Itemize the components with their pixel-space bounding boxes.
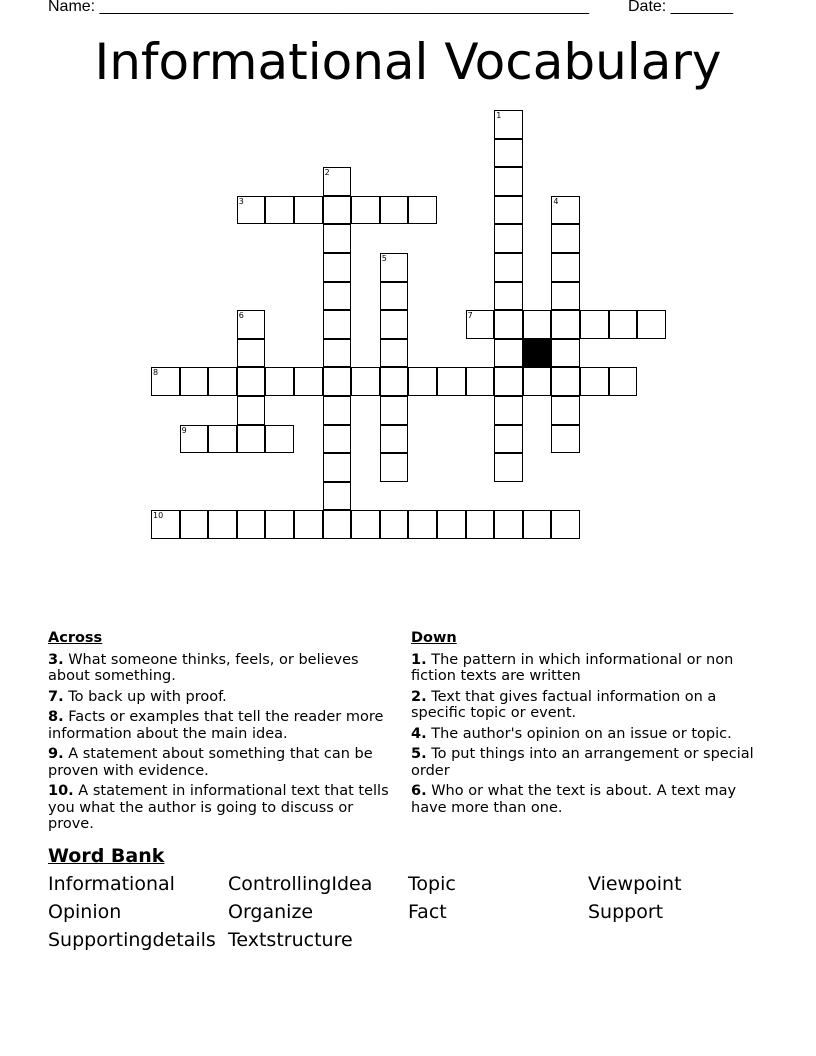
grid-cell[interactable]	[237, 396, 266, 425]
cell-number: 3	[238, 196, 244, 206]
grid-cell[interactable]	[323, 253, 352, 282]
down-clue	[411, 689, 766, 722]
clue-number: 2.	[411, 688, 427, 705]
down-clue	[411, 726, 766, 743]
grid-cell[interactable]	[580, 367, 609, 396]
word-bank-word: Topic	[408, 873, 456, 895]
grid-cell[interactable]	[351, 196, 380, 225]
grid-cell[interactable]	[551, 196, 580, 225]
grid-cell[interactable]	[380, 282, 409, 311]
clue-text: Text that gives factual information on a specific topic or event.	[411, 688, 717, 721]
clue-number: 8.	[48, 709, 64, 725]
cell-number: 2	[324, 168, 330, 178]
grid-cell[interactable]	[494, 139, 523, 168]
grid-cell[interactable]	[265, 196, 294, 225]
grid-cell[interactable]	[408, 510, 437, 539]
grid-cell[interactable]	[237, 367, 266, 396]
word-bank-word: Informational	[48, 873, 175, 895]
across-clues	[48, 630, 402, 837]
grid-cell[interactable]	[380, 453, 409, 482]
grid-cell[interactable]	[551, 425, 580, 454]
word-bank	[48, 873, 768, 951]
grid-cell[interactable]	[237, 339, 266, 368]
grid-cell[interactable]	[551, 282, 580, 311]
grid-cell[interactable]	[580, 310, 609, 339]
across-clue	[48, 783, 402, 833]
word-bank-word: Opinion	[48, 901, 122, 923]
grid-cell[interactable]	[494, 310, 523, 339]
grid-cell[interactable]	[523, 367, 552, 396]
grid-cell[interactable]	[494, 224, 523, 253]
grid-cell[interactable]	[237, 510, 266, 539]
grid-cell[interactable]	[494, 167, 523, 196]
grid-cell[interactable]	[380, 253, 409, 282]
clue-text: Facts or examples that tell the reader more information about the main idea.	[48, 709, 384, 742]
grid-cell[interactable]	[466, 310, 495, 339]
word-bank-word: Supportingdetails	[48, 929, 216, 951]
grid-cell[interactable]	[437, 367, 466, 396]
grid-cell[interactable]	[208, 425, 237, 454]
grid-cell[interactable]	[637, 310, 666, 339]
grid-cell[interactable]	[323, 339, 352, 368]
grid-cell[interactable]	[265, 510, 294, 539]
grid-cell[interactable]	[494, 510, 523, 539]
grid-cell[interactable]	[208, 367, 237, 396]
across-heading: Across	[48, 630, 103, 646]
grid-cell[interactable]	[551, 224, 580, 253]
grid-cell[interactable]	[494, 196, 523, 225]
grid-cell[interactable]	[294, 510, 323, 539]
grid-cell[interactable]	[494, 453, 523, 482]
grid-cell[interactable]	[237, 310, 266, 339]
grid-cell[interactable]	[265, 367, 294, 396]
grid-cell[interactable]	[180, 367, 209, 396]
cell-number: 10	[153, 511, 164, 521]
cell-number: 9	[181, 425, 187, 435]
grid-cell[interactable]	[523, 310, 552, 339]
grid-cell[interactable]	[151, 510, 180, 539]
grid-cell[interactable]	[323, 367, 352, 396]
clue-text: What someone thinks, feels, or believes about something.	[48, 651, 359, 684]
grid-cell[interactable]	[380, 510, 409, 539]
grid-cell[interactable]	[180, 510, 209, 539]
clue-text: The pattern in which informational or non fiction texts are written	[411, 651, 734, 684]
grid-cell[interactable]	[609, 367, 638, 396]
cell-number: 8	[153, 368, 159, 378]
grid-cell[interactable]	[494, 425, 523, 454]
grid-cell[interactable]	[466, 510, 495, 539]
grid-cell[interactable]	[551, 253, 580, 282]
grid-cell[interactable]	[551, 367, 580, 396]
grid-cell[interactable]	[323, 453, 352, 482]
clue-number: 1.	[411, 651, 427, 668]
grid-cell[interactable]	[408, 367, 437, 396]
grid-cell[interactable]	[323, 310, 352, 339]
clue-number: 6.	[411, 783, 427, 799]
grid-cell[interactable]	[551, 396, 580, 425]
word-bank-word: Organize	[228, 901, 314, 923]
across-clue	[48, 709, 402, 742]
grid-cell[interactable]	[323, 224, 352, 253]
word-bank-title: Word Bank	[48, 845, 165, 867]
clue-text: To back up with proof.	[63, 688, 227, 705]
grid-cell[interactable]	[323, 167, 352, 196]
grid-cell[interactable]	[380, 339, 409, 368]
grid-cell[interactable]	[551, 339, 580, 368]
grid-cell[interactable]	[609, 310, 638, 339]
grid-cell[interactable]	[408, 196, 437, 225]
grid-cell[interactable]	[523, 510, 552, 539]
clue-number: 4.	[411, 725, 427, 742]
word-bank-word: Textstructure	[228, 929, 353, 951]
grid-cell[interactable]	[494, 110, 523, 139]
clue-number: 3.	[48, 651, 64, 668]
word-bank-word: ControllingIdea	[228, 873, 373, 895]
down-clue	[411, 652, 766, 685]
grid-cell[interactable]	[551, 510, 580, 539]
name-field: Name: _______________________________________________________	[48, 0, 589, 15]
grid-cell[interactable]	[351, 367, 380, 396]
grid-cell[interactable]	[323, 196, 352, 225]
grid-cell[interactable]	[494, 367, 523, 396]
grid-cell[interactable]	[323, 282, 352, 311]
clue-text: A statement about something that can be proven with evidence.	[48, 746, 373, 779]
clue-number: 5.	[411, 746, 427, 762]
grid-cell[interactable]	[294, 196, 323, 225]
grid-cell[interactable]	[380, 310, 409, 339]
across-clue	[48, 689, 402, 706]
clue-text: Who or what the text is about. A text may have more than one.	[411, 783, 737, 816]
grid-cell[interactable]	[294, 367, 323, 396]
grid-cell[interactable]	[237, 425, 266, 454]
grid-cell[interactable]	[380, 196, 409, 225]
down-clue	[411, 746, 766, 779]
grid-cell[interactable]	[237, 196, 266, 225]
clue-number: 7.	[48, 688, 64, 705]
grid-cell[interactable]	[494, 282, 523, 311]
date-field: Date: _______	[628, 0, 733, 15]
clue-text: The author's opinion on an issue or topic.	[426, 725, 732, 742]
cell-number: 7	[467, 311, 473, 321]
word-bank-word: Fact	[408, 901, 447, 923]
down-clues	[411, 630, 766, 820]
down-heading: Down	[411, 630, 457, 646]
grid-cell[interactable]	[180, 425, 209, 454]
grid-cell[interactable]	[380, 367, 409, 396]
grid-cell[interactable]	[380, 425, 409, 454]
grid-cell[interactable]	[323, 425, 352, 454]
black-cell	[523, 339, 552, 368]
grid-cell[interactable]	[151, 367, 180, 396]
word-bank-word: Viewpoint	[588, 873, 682, 895]
word-bank-word: Support	[588, 901, 664, 923]
page-title: Informational Vocabulary	[94, 33, 722, 91]
grid-cell[interactable]	[466, 367, 495, 396]
clue-number: 10.	[48, 783, 74, 799]
grid-cell[interactable]	[437, 510, 466, 539]
clue-text: To put things into an arrangement or special order	[411, 746, 754, 779]
grid-cell[interactable]	[494, 339, 523, 368]
grid-cell[interactable]	[494, 253, 523, 282]
cell-number: 5	[381, 254, 387, 263]
grid-cell[interactable]	[351, 510, 380, 539]
cell-number: 4	[553, 196, 559, 206]
grid-cell[interactable]	[265, 425, 294, 454]
clue-text: A statement in informational text that tells you what the author is going to discuss or prove.	[48, 783, 389, 832]
grid-cell[interactable]	[323, 396, 352, 425]
clue-number: 9.	[48, 746, 64, 762]
cell-number: 1	[496, 111, 502, 120]
cell-number: 6	[238, 311, 244, 321]
grid-cell[interactable]	[323, 482, 352, 511]
grid-cell[interactable]	[323, 510, 352, 539]
across-clue	[48, 652, 402, 685]
across-clue	[48, 746, 402, 779]
grid-cell[interactable]	[208, 510, 237, 539]
down-clue	[411, 783, 766, 816]
grid-cell[interactable]	[551, 310, 580, 339]
grid-cell[interactable]	[494, 396, 523, 425]
grid-cell[interactable]	[380, 396, 409, 425]
